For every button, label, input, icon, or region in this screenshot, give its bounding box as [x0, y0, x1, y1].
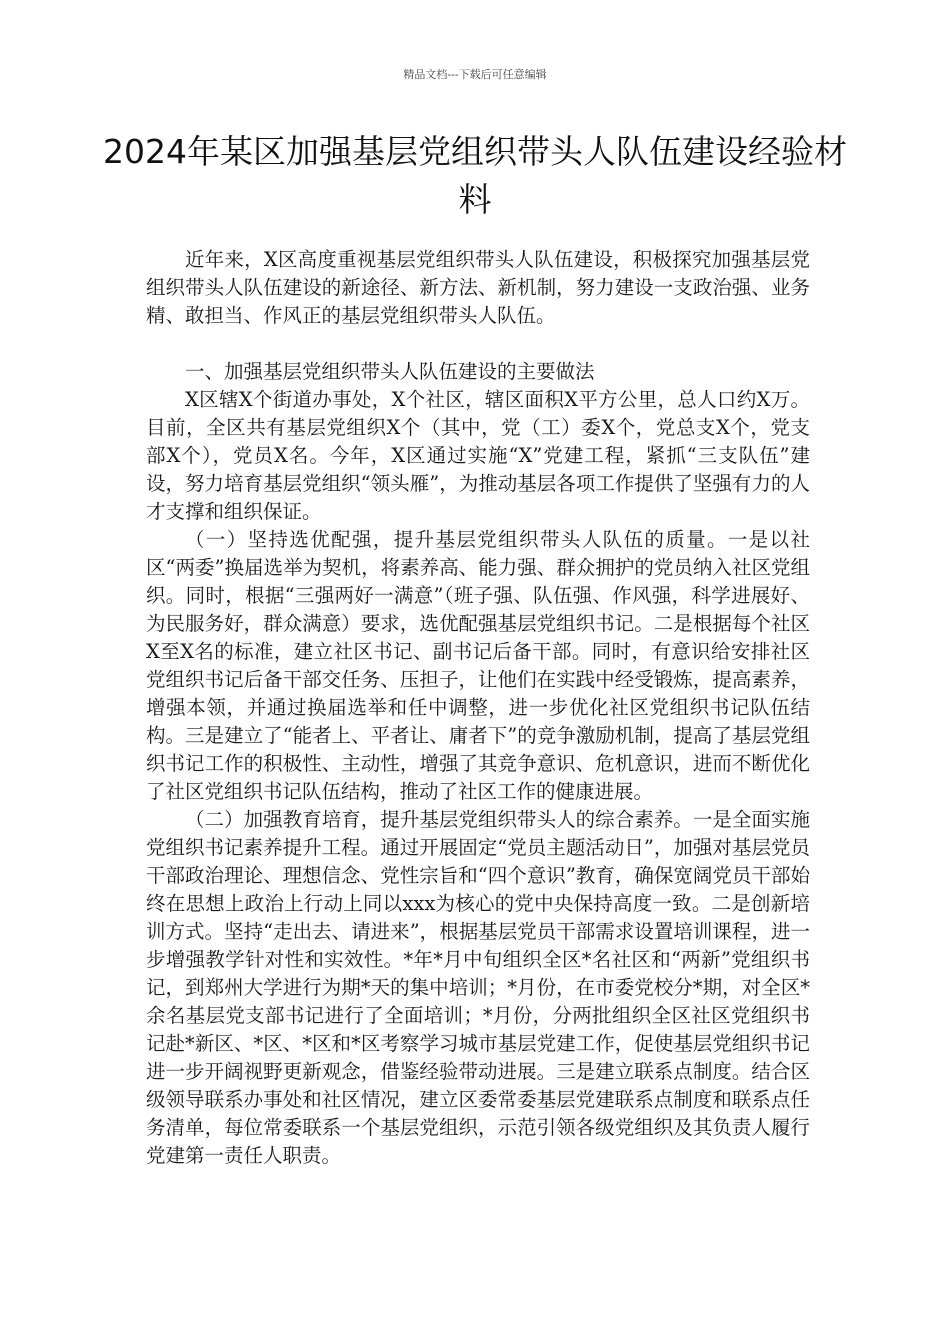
page-header-note: 精品文档---下载后可任意编辑: [403, 68, 547, 81]
section-heading: 一、加强基层党组织带头人队伍建设的主要做法: [185, 360, 595, 383]
intro-paragraph: 近年来，X区高度重视基层党组织带头人队伍建设，积极探究加强基层党组织带头人队伍建设的新途径、新方法、新机制，努力建设一支政治强、业务精、敢担当、作风正的基层党组织带头人队伍。: [146, 248, 810, 327]
subsection-paragraph: （一）坚持选优配强，提升基层党组织带头人队伍的质量。一是以社区“两委”换届选举为契机，将素养高、能力强、群众拥护的党员纳入社区党组织。同时，根据“三强两好一满意”（班子强、队伍强、作风强，科学进展好、为民服务好，群众满意）要求，选优配强基层党组织书记。二是根据每个社区X至X名的标准，建立社区书记、副书记后备干部。同时，有意识给安排社区党组织书记后备干部交任务、压担子，让他们在实践中经受锻炼，提高素养，增强本领，并通过换届选举和任中调整，进一步优化社区党组织书记队伍结构。三是建立了“能者上、平者让、庸者下”的竞争激励机制，提高了基层党组织书记工作的积极性、主动性，增强了其竞争意识、危机意识，进而不断优化了社区党组织书记队伍结构，推动了社区工作的健康进展。: [146, 528, 810, 803]
overview-paragraph: X区辖X个街道办事处，X个社区，辖区面积X平方公里，总人口约X万。目前，全区共有基层党组织X个（其中，党（工）委X个，党总支X个，党支部X个），党员X名。今年，X区通过实施“X”党建工程，紧抓“三支队伍”建设，努力培育基层党组织“领头雁”，为推动基层各项工作提供了坚强有力的人才支撑和组织保证。: [146, 388, 810, 523]
subsection-paragraph: （二）加强教育培育，提升基层党组织带头人的综合素养。一是全面实施党组织书记素养提升工程。通过开展固定“党员主题活动日”，加强对基层党员干部政治理论、理想信念、党性宗旨和“四个意识”教育，确保宽阔党员干部始终在思想上政治上行动上同以xxx为核心的党中央保持高度一致。二是创新培训方式。坚持“走出去、请进来”，根据基层党员干部需求设置培训课程，进一步增强教学针对性和实效性。*年*月中旬组织全区*名社区和“两新”党组织书记，到郑州大学进行为期*天的集中培训；*月份，在市委党校分*期，对全区*余名基层党支部书记进行了全面培训；*月份，分两批组织全区社区党组织书记赴*新区、*区、*区和*区考察学习城市基层党建工作，促使基层党组织书记进一步开阔视野更新观念，借鉴经验带动进展。三是建立联系点制度。结合区级领导联系办事处和社区情况，建立区委常委基层党建联系点制度和联系点任务清单，每位常委联系一个基层党组织，示范引领各级党组织及其负责人履行党建第一责任人职责。: [146, 808, 810, 1167]
document-body: [146, 246, 810, 1170]
document-title: 2024年某区加强基层党组织带头人队伍建设经验材料: [103, 132, 847, 219]
